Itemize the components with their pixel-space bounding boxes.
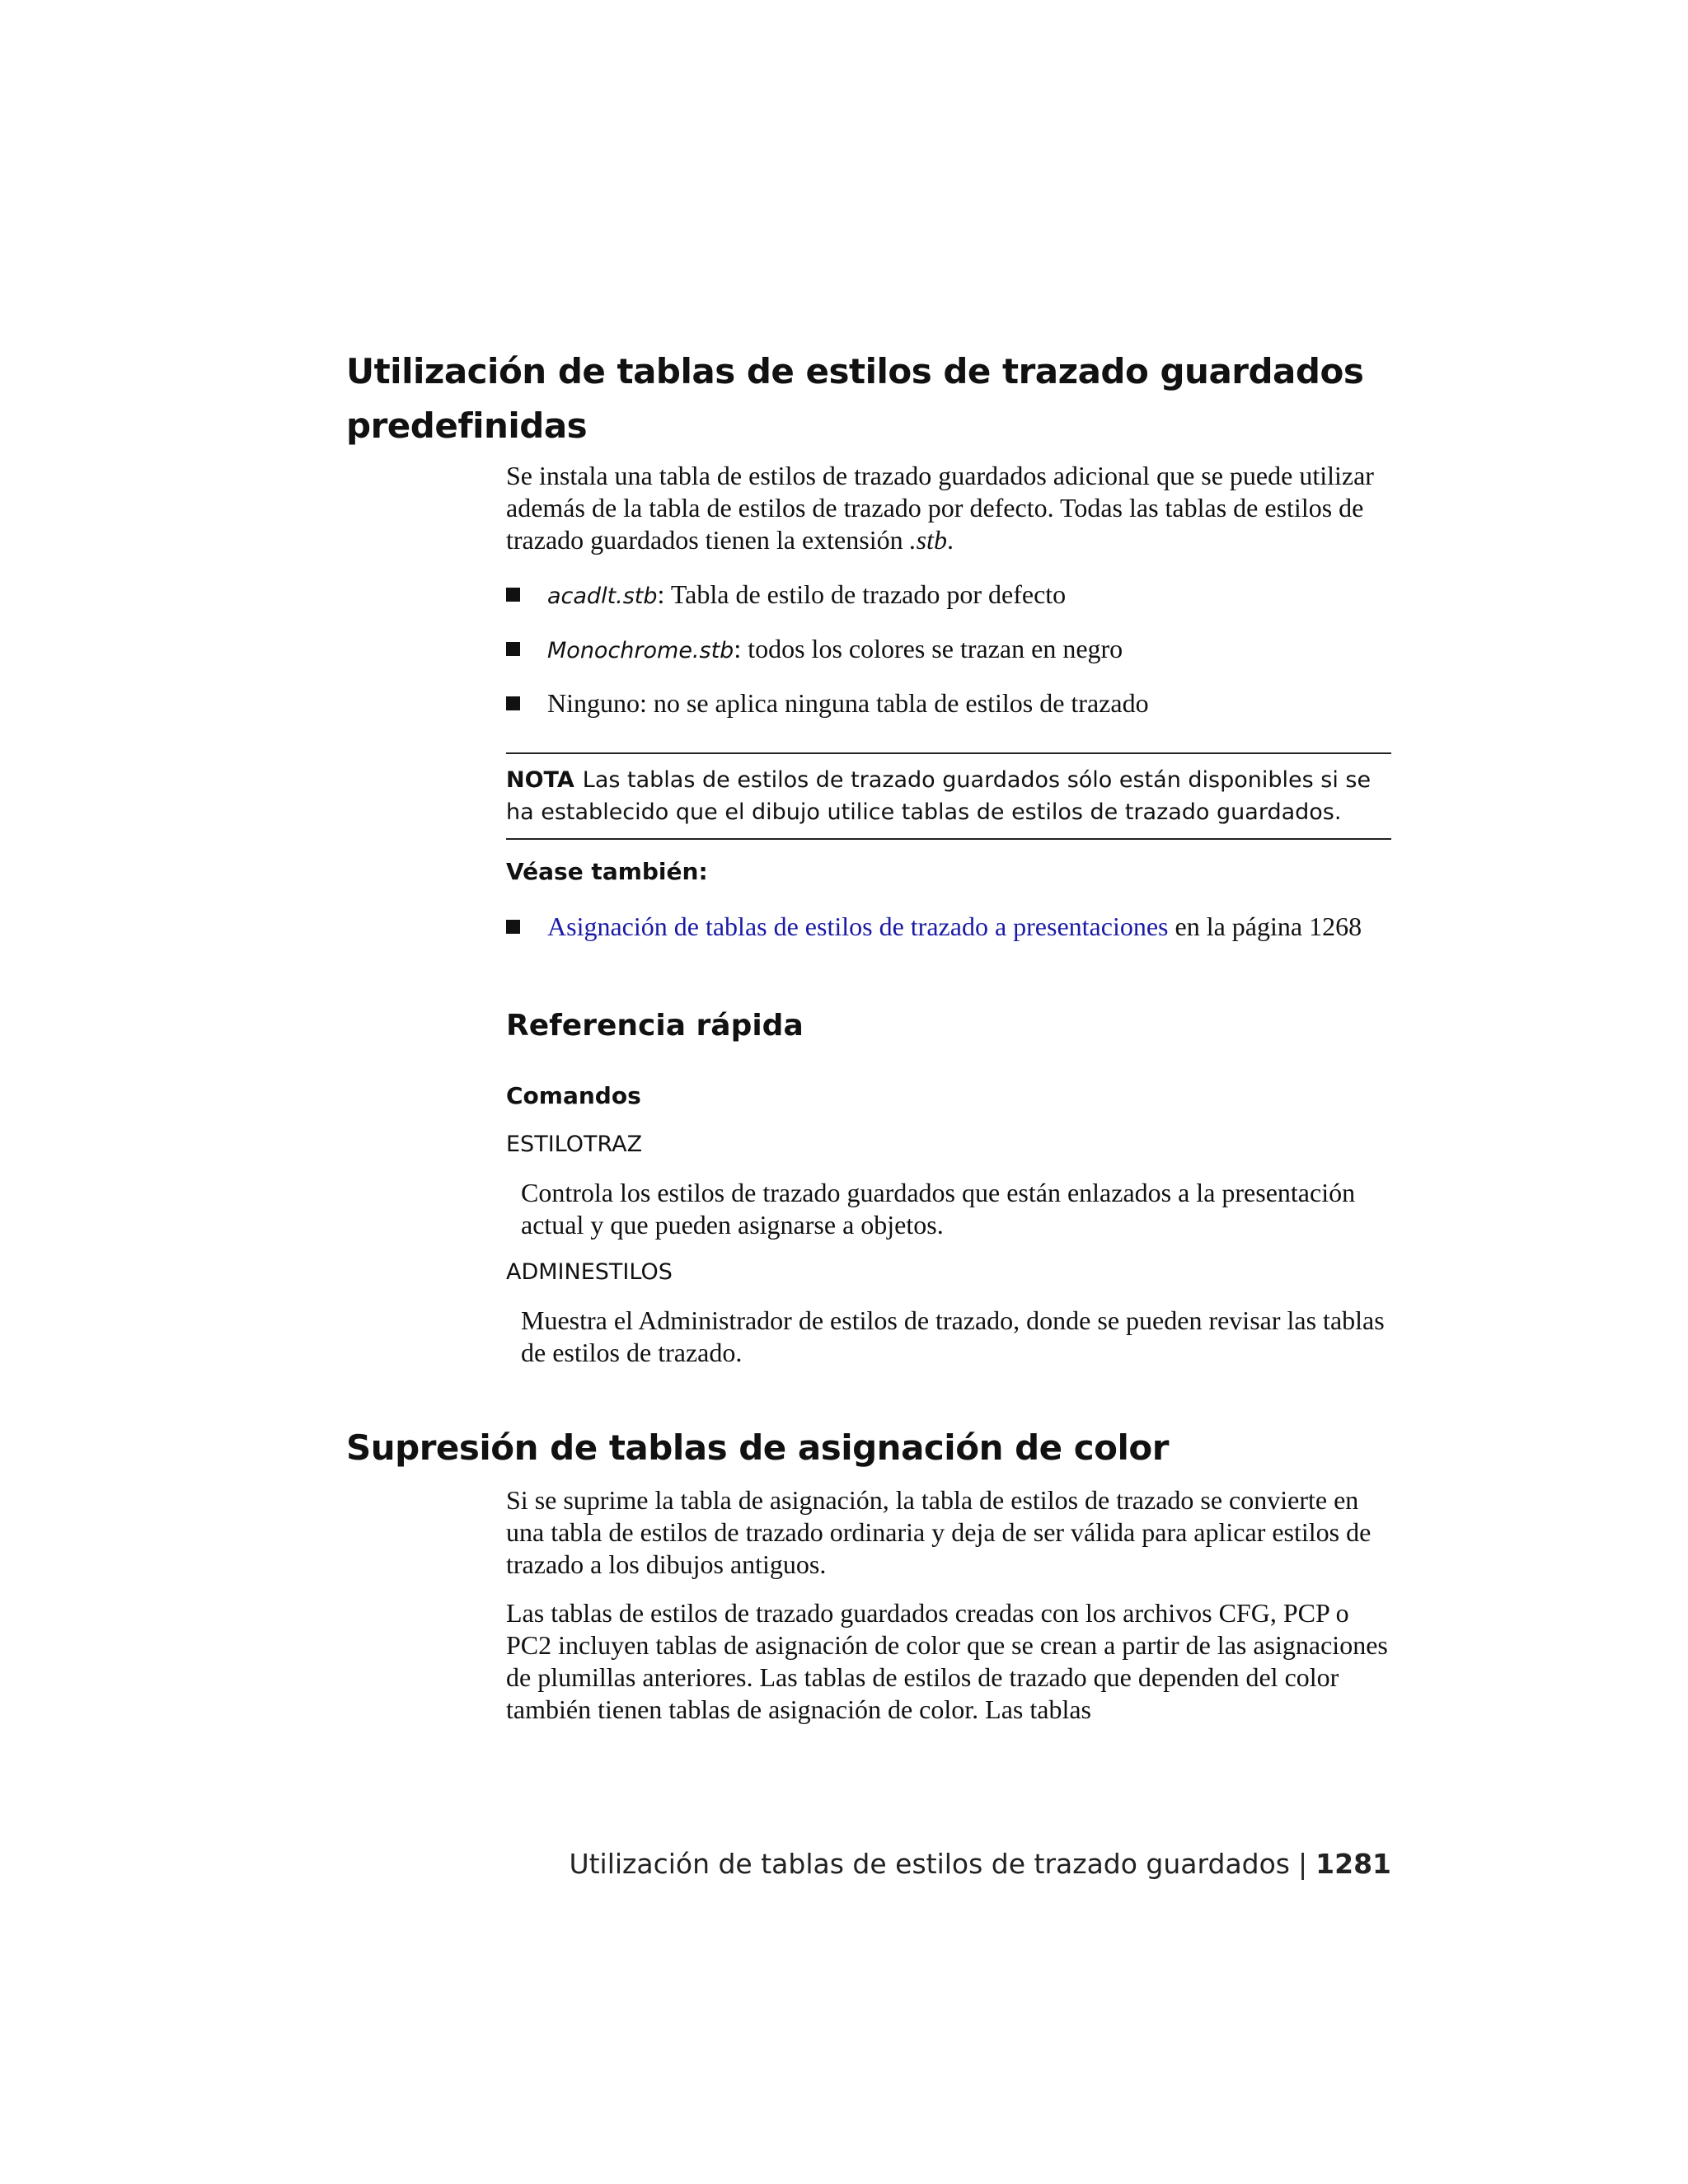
section2-paragraph2: Las tablas de estilos de trazado guardados creadas con los archivos CFG, PCP o PC2 incluyen tablas de asignación de color que se crean a partir de las asignaciones de plumillas anteriores. Las tablas de estilos de trazado que dependen del color también tienen tablas de asignación de color. Las tablas: [506, 1598, 1388, 1724]
command-description: Muestra el Administrador de estilos de trazado, donde se pueden revisar las tablas de estilos de trazado.: [521, 1305, 1385, 1367]
list-item: [506, 632, 1391, 668]
intro-text: Se instala una tabla de estilos de trazado guardados adicional que se puede utilizar además de la tabla de estilos de trazado por defecto. Todas las tablas de estilos de trazado guardados tienen la extensión: [506, 461, 1374, 555]
section-title-line1: Utilización de tablas de estilos de trazado guardados: [346, 351, 1364, 391]
intro-paragraph: [506, 460, 1391, 556]
see-also-link[interactable]: Asignación de tablas de estilos de trazado a presentaciones: [547, 912, 1169, 941]
square-bullet-icon: [506, 920, 520, 934]
list-item: [506, 578, 1391, 613]
see-also-page-ref: en la página 1268: [1168, 912, 1362, 941]
quick-reference-heading: Referencia rápida: [506, 1009, 804, 1043]
command-description: Controla los estilos de trazado guardados que están enlazados a la presentación actual y que pueden asignarse a objetos.: [521, 1178, 1356, 1240]
intro-extension: .stb: [909, 525, 947, 555]
list-item-text: : Tabla de estilo de trazado por defecto: [657, 579, 1067, 609]
note-text: Las tablas de estilos de trazado guardados sólo están disponibles si se ha establecido que el dibujo utilice tablas de estilos de trazado guardados.: [506, 767, 1372, 825]
predefined-tables-list-container: [506, 578, 1391, 719]
command-name: ESTILOTRAZ: [506, 1132, 643, 1157]
list-item: [506, 687, 1391, 719]
page-number: 1281: [1315, 1848, 1391, 1880]
note-box: [506, 752, 1391, 840]
section2-paragraph2-container: [506, 1597, 1391, 1726]
section-title-delete-color-mapping: Supresión de tablas de asignación de color: [346, 1427, 1169, 1468]
list-item: [506, 910, 1391, 943]
see-also-list-container: [506, 910, 1391, 943]
square-bullet-icon: [506, 642, 520, 656]
list-item-term: Monochrome.stb: [547, 638, 734, 663]
commands-label: Comandos: [506, 1082, 641, 1109]
square-bullet-icon: [506, 588, 520, 602]
section2-paragraph1: Si se suprime la tabla de asignación, la tabla de estilos de trazado se convierte en una tabla de estilos de trazado ordinaria y deja de ser válida para aplicar estilos de trazado a los dibujos antiguos.: [506, 1485, 1372, 1579]
intro-paragraph-container: [506, 460, 1391, 556]
see-also-list: [506, 910, 1391, 943]
section-title-line2: predefinidas: [346, 405, 588, 446]
list-item-term: acadlt.stb: [547, 583, 658, 609]
footer-running-title: Utilización de tablas de estilos de trazado guardados: [569, 1848, 1291, 1880]
list-item-text: : todos los colores se trazan en negro: [734, 634, 1123, 663]
section2-paragraph1-container: [506, 1484, 1391, 1581]
predefined-tables-list: [506, 578, 1391, 719]
command-name: ADMINESTILOS: [506, 1259, 673, 1285]
note-label: NOTA: [506, 767, 574, 793]
square-bullet-icon: [506, 696, 520, 710]
section-title-saved-plot-style-tables: [346, 344, 1418, 453]
list-item-text: Ninguno: no se aplica ninguna tabla de estilos de trazado: [547, 688, 1149, 718]
intro-end: .: [946, 525, 954, 555]
page-footer: [569, 1846, 1391, 1882]
footer-separator: |: [1298, 1848, 1308, 1880]
see-also-label: Véase también:: [506, 858, 708, 885]
